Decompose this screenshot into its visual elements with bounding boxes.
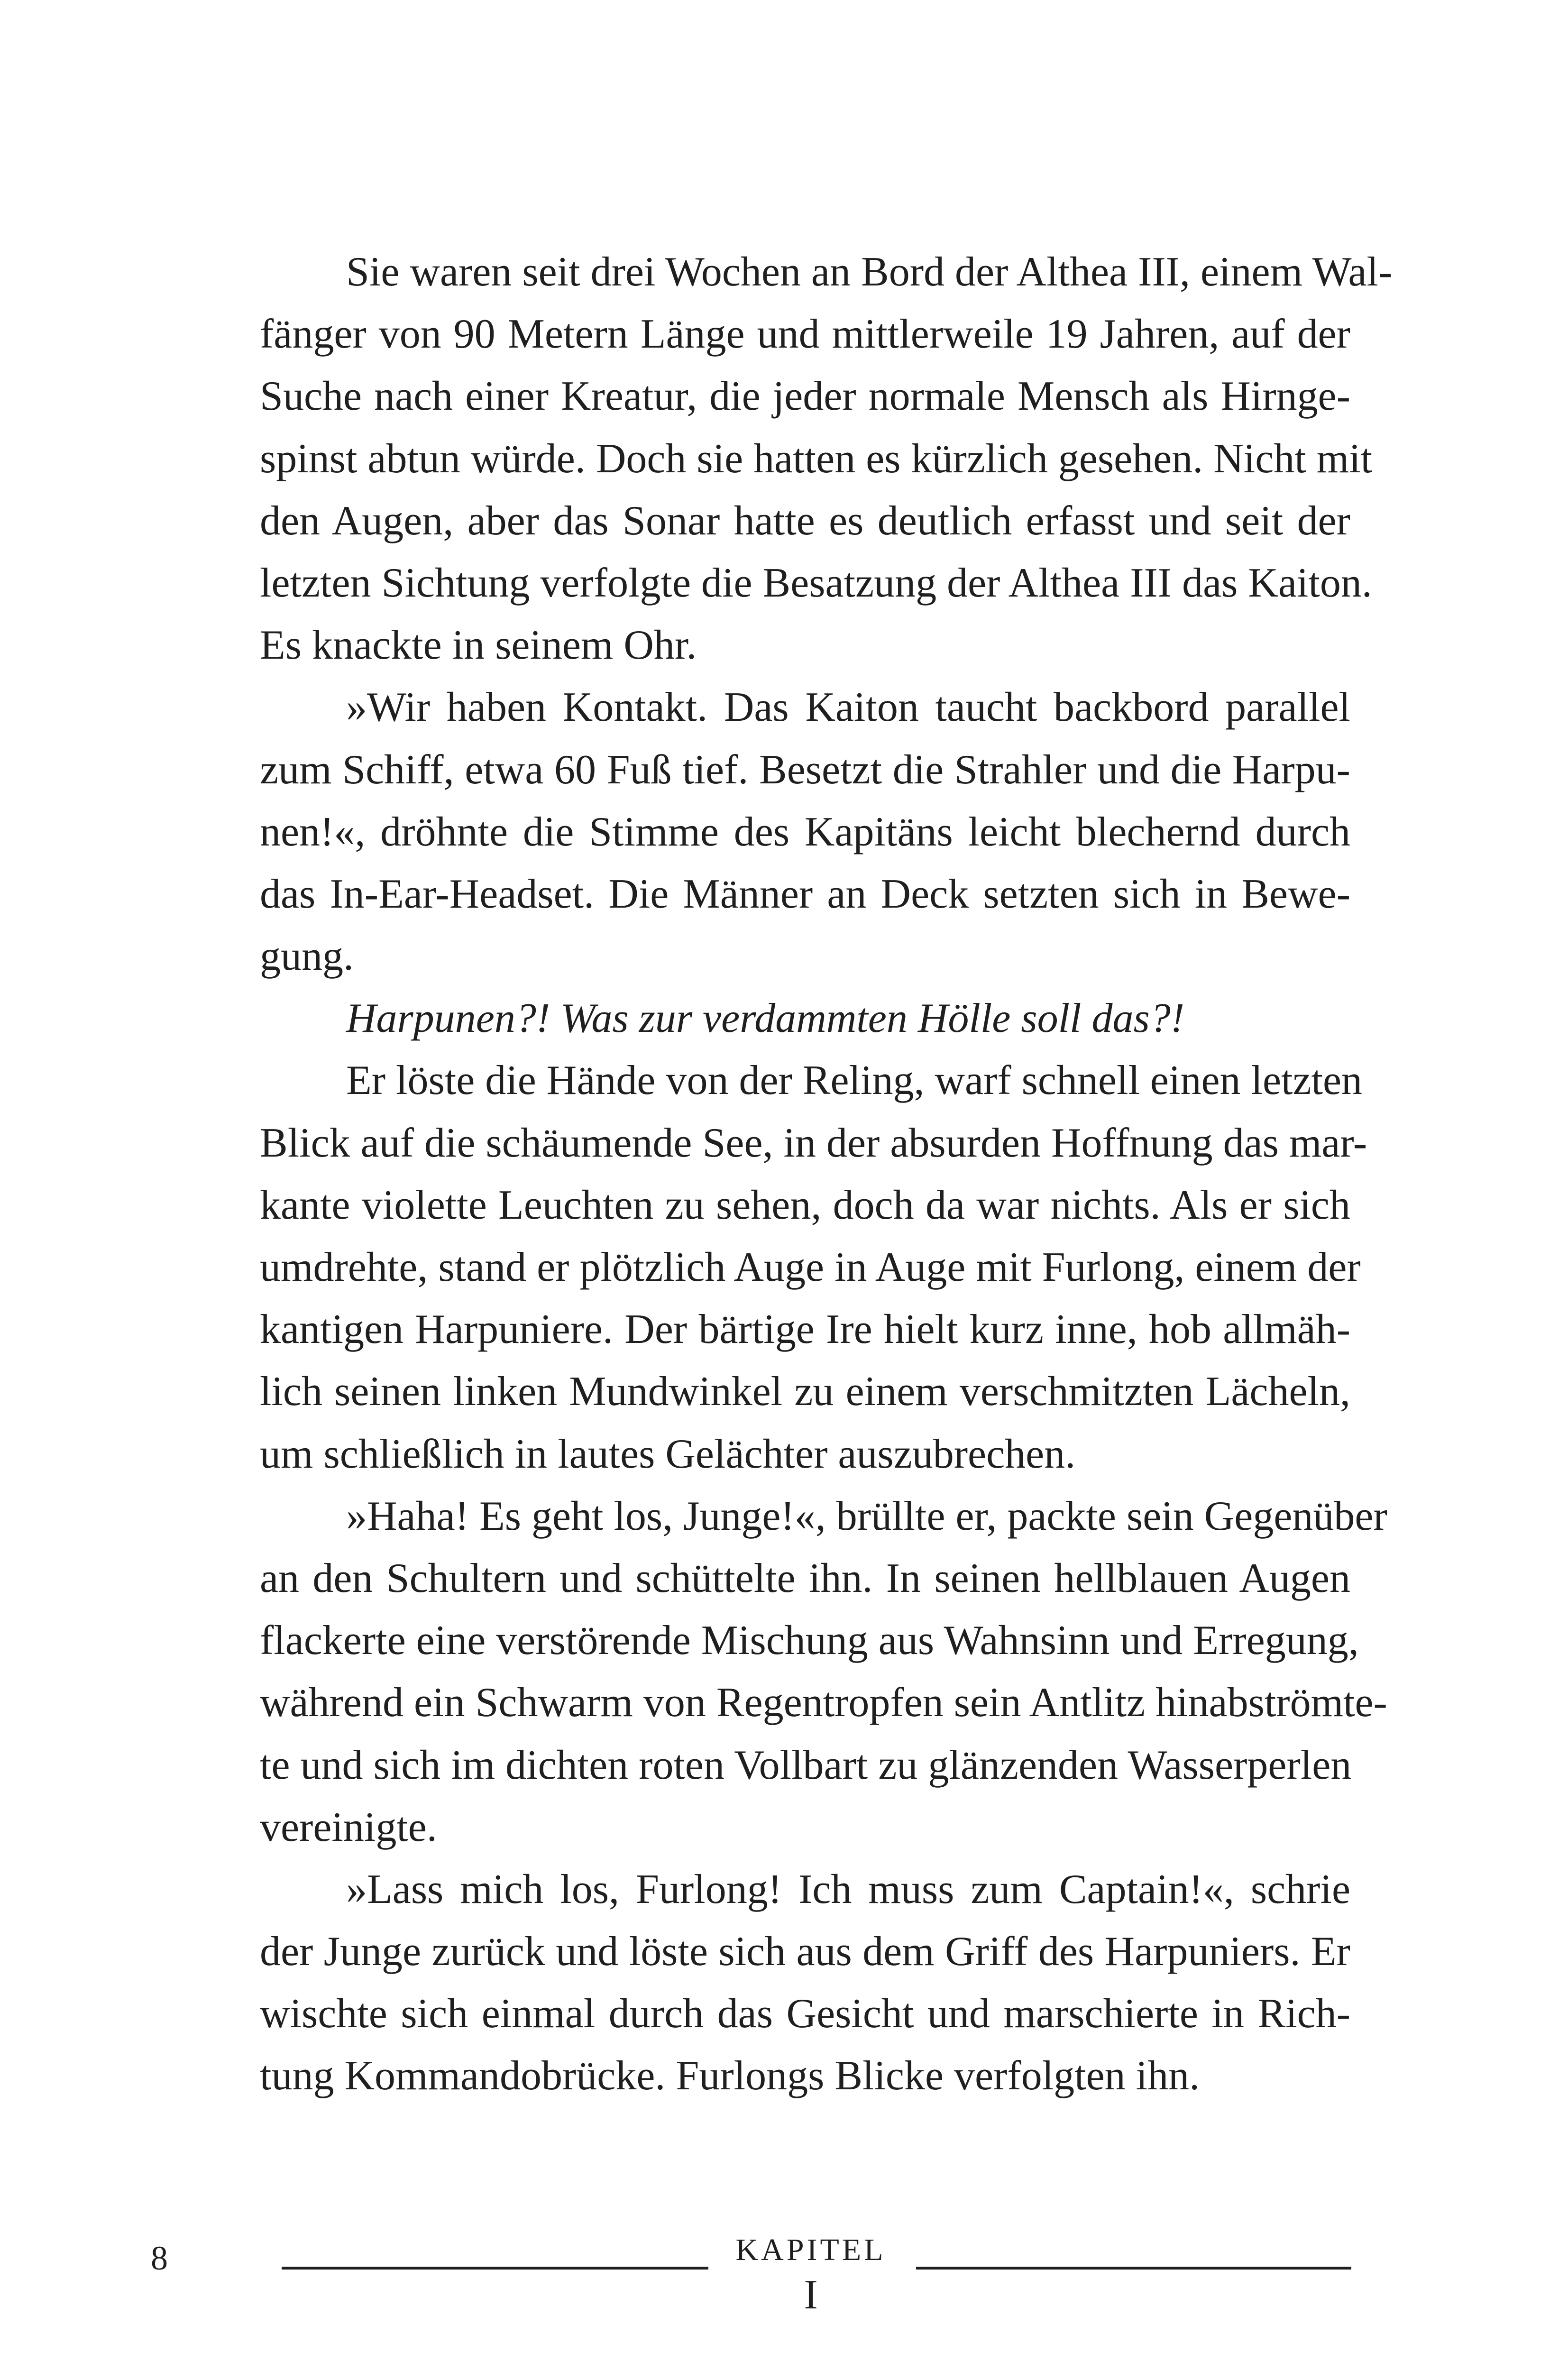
text-line: tung Kommandobrücke. Furlongs Blicke verfolgten ihn. xyxy=(260,2053,1200,2099)
page-number: 8 xyxy=(151,2239,168,2277)
text-line: während ein Schwarm von Regentropfen sein Antlitz hinabströmte- xyxy=(260,1680,1387,1726)
text-line: wischte sich einmal durch das Gesicht und marschierte in Rich- xyxy=(260,1991,1350,2037)
chapter-label: KAPITEL xyxy=(735,2233,886,2267)
text-line: der Junge zurück und löste sich aus dem Griff des Harpuniers. Er xyxy=(260,1929,1350,1975)
body-text xyxy=(260,241,1393,2107)
text-line: fänger von 90 Metern Länge und mittlerweile 19 Jahren, auf der xyxy=(260,311,1350,358)
text-line: den Augen, aber das Sonar hatte es deutlich erfasst und seit der xyxy=(260,497,1350,544)
text-line: spinst abtun würde. Doch sie hatten es kürzlich gesehen. Nicht mit xyxy=(260,435,1373,482)
footer-rule-right xyxy=(916,2267,1351,2270)
text-line: Sie waren seit drei Wochen an Bord der Althea III, einem Wal- xyxy=(346,249,1393,295)
text-line: vereinigte. xyxy=(260,1804,437,1850)
text-line: »Haha! Es geht los, Junge!«, brüllte er, packte sein Gegenüber xyxy=(346,1493,1387,1539)
text-line: zum Schiff, etwa 60 Fuß tief. Besetzt die Strahler und die Harpu- xyxy=(260,746,1350,793)
text-line: lich seinen linken Mundwinkel zu einem verschmitzten Lächeln, xyxy=(260,1369,1350,1415)
text-line: Suche nach einer Kreatur, die jeder normale Mensch als Hirnge- xyxy=(260,373,1350,420)
text-line: flackerte eine verstörende Mischung aus Wahnsinn und Erregung, xyxy=(260,1617,1359,1664)
text-line: umdrehte, stand er plötzlich Auge in Auge mit Furlong, einem der xyxy=(260,1244,1361,1290)
text-line: kantigen Harpuniere. Der bärtige Ire hielt kurz inne, hob allmäh- xyxy=(260,1306,1350,1353)
text-line-italic: Harpunen?! Was zur verdammten Hölle soll das?! xyxy=(346,995,1185,1042)
chapter-numeral: I xyxy=(804,2272,818,2318)
text-line: »Lass mich los, Furlong! Ich muss zum Captain!«, schrie xyxy=(346,1866,1350,1912)
text-line: Blick auf die schäumende See, in der absurden Hoffnung das mar- xyxy=(260,1120,1367,1166)
footer-rule-left xyxy=(282,2267,708,2270)
text-line: nen!«, dröhnte die Stimme des Kapitäns leicht blechernd durch xyxy=(260,809,1350,855)
text-line: an den Schultern und schüttelte ihn. In seinen hellblauen Augen xyxy=(260,1555,1350,1601)
text-line: Es knackte in seinem Ohr. xyxy=(260,622,697,669)
text-line: Er löste die Hände von der Reling, warf schnell einen letzten xyxy=(346,1057,1363,1104)
text-line: kante violette Leuchten zu sehen, doch da war nichts. Als er sich xyxy=(260,1182,1350,1228)
text-line: um schließlich in lautes Gelächter auszubrechen. xyxy=(260,1431,1076,1477)
text-line: »Wir haben Kontakt. Das Kaiton taucht backbord parallel xyxy=(346,684,1350,731)
text-line: das In-Ear-Headset. Die Männer an Deck setzten sich in Bewe- xyxy=(260,871,1350,917)
text-line: gung. xyxy=(260,933,354,980)
text-line: letzten Sichtung verfolgte die Besatzung der Althea III das Kaiton. xyxy=(260,560,1372,606)
text-line: te und sich im dichten roten Vollbart zu glänzenden Wasserperlen xyxy=(260,1742,1352,1788)
